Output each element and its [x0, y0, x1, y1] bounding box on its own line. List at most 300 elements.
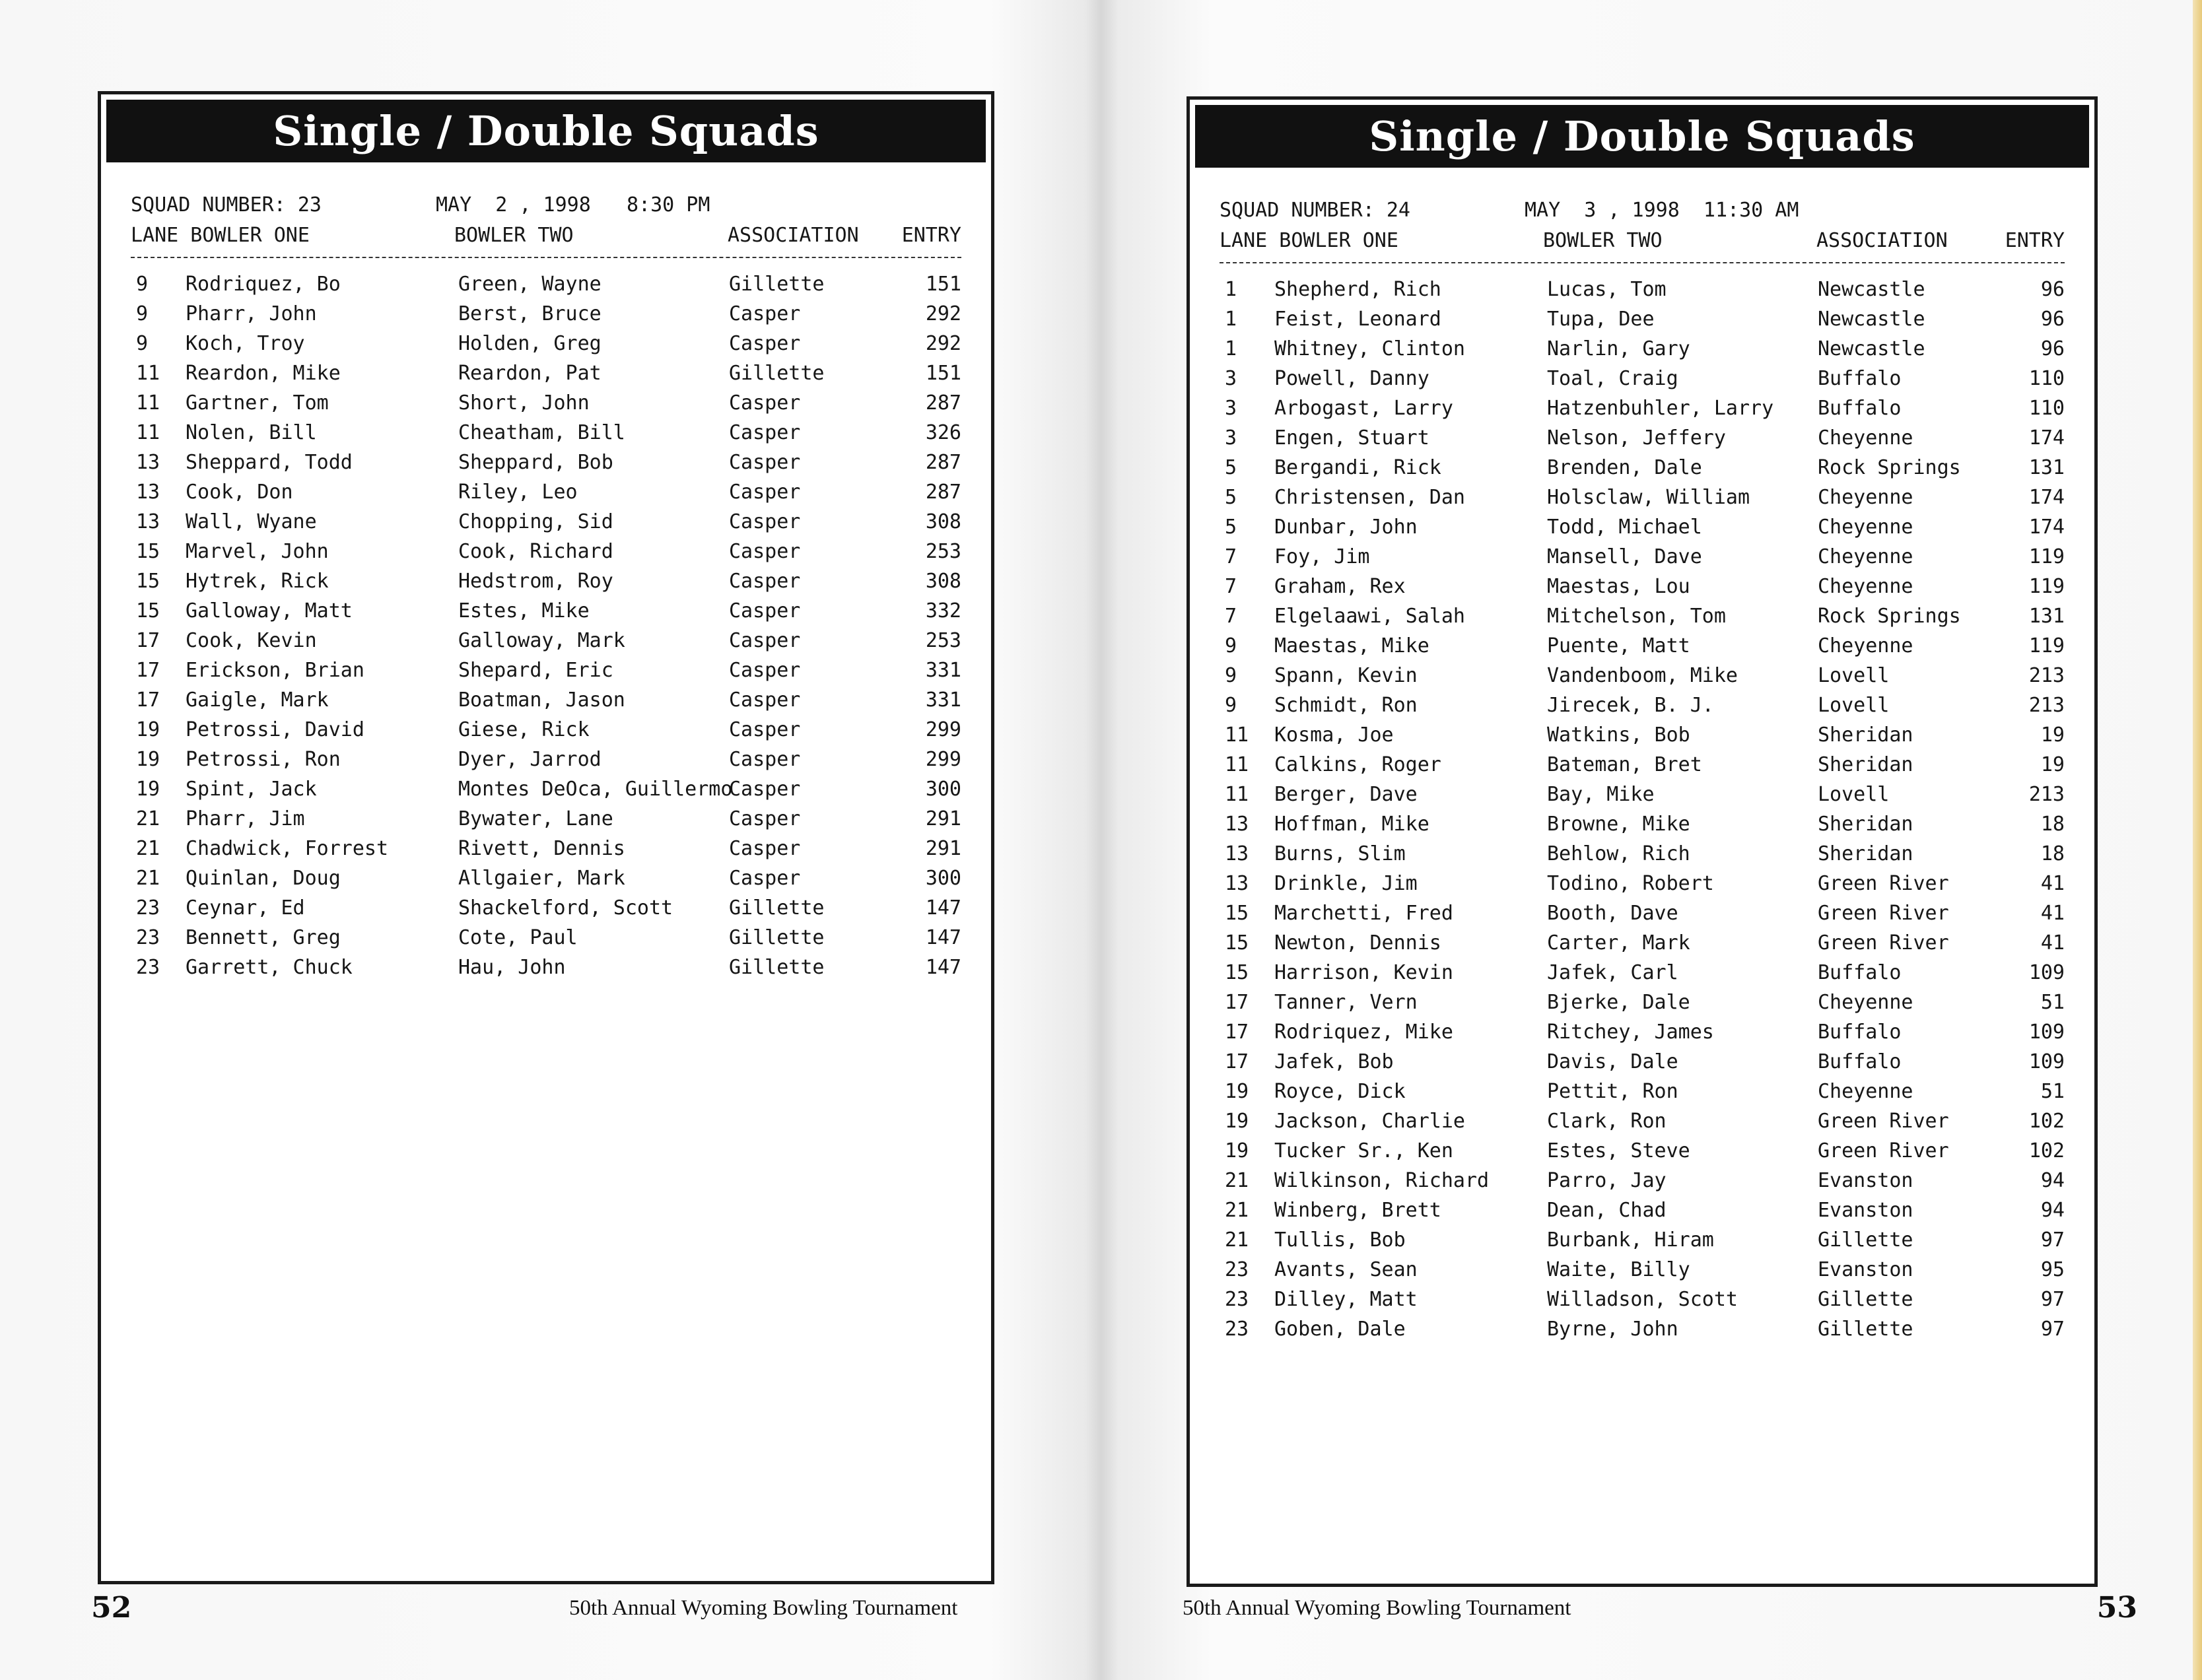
- bowler-two-cell: Montes DeOca, Guillermo: [458, 778, 733, 801]
- table-row: [1220, 1199, 2065, 1228]
- bowler-one-cell: Rodriquez, Bo: [186, 273, 341, 296]
- table-row: [1220, 664, 2065, 694]
- bowler-two-cell: Shackelford, Scott: [458, 896, 673, 920]
- lane-cell: 11: [136, 391, 160, 415]
- bowler-two-cell: Ritchey, James: [1547, 1021, 1714, 1044]
- page-number: 52: [91, 1591, 132, 1625]
- bowler-one-cell: Gaigle, Mark: [186, 689, 329, 712]
- table-row: [1220, 842, 2065, 872]
- bowler-one-cell: Quinlan, Doug: [186, 867, 341, 890]
- entry-cell: 253: [925, 540, 961, 563]
- bowler-two-cell: Davis, Dale: [1547, 1050, 1678, 1073]
- bowler-one-cell: Harrison, Kevin: [1274, 961, 1453, 984]
- lane-cell: 19: [136, 748, 160, 771]
- bowler-two-cell: Mitchelson, Tom: [1547, 605, 1726, 628]
- lane-cell: 13: [1225, 872, 1249, 895]
- table-row: [131, 718, 961, 748]
- entry-cell: 109: [2028, 961, 2065, 984]
- entry-cell: 96: [2040, 337, 2065, 360]
- table-row: [1220, 1288, 2065, 1318]
- table-row: [1220, 694, 2065, 723]
- association-cell: Casper: [729, 778, 801, 801]
- table-row: [131, 778, 961, 807]
- association-cell: Cheyenne: [1818, 486, 1913, 509]
- bowler-one-cell: Whitney, Clinton: [1274, 337, 1465, 360]
- bowler-one-cell: Gartner, Tom: [186, 391, 329, 415]
- bowler-one-cell: Garrett, Chuck: [186, 956, 353, 979]
- entry-cell: 97: [2040, 1288, 2065, 1311]
- entry-cell: 119: [2028, 634, 2065, 657]
- lane-cell: 21: [136, 807, 160, 830]
- table-row: [1220, 1258, 2065, 1288]
- entry-cell: 97: [2040, 1318, 2065, 1341]
- association-cell: Gillette: [1818, 1228, 1913, 1252]
- bowler-one-cell: Bennett, Greg: [186, 926, 341, 949]
- squad-frame: [98, 91, 994, 1584]
- table-row: [131, 807, 961, 837]
- bowler-one-cell: Elgelaawi, Salah: [1274, 605, 1465, 628]
- lane-cell: 15: [136, 599, 160, 622]
- table-row: [1220, 308, 2065, 337]
- lane-cell: 19: [136, 778, 160, 801]
- bowler-two-cell: Brenden, Dale: [1547, 456, 1702, 479]
- right-page: [1101, 0, 2201, 1680]
- table-row: [1220, 397, 2065, 426]
- header-association: ASSOCIATION: [1816, 229, 1948, 252]
- entry-cell: 213: [2028, 783, 2065, 806]
- lane-cell: 21: [136, 837, 160, 860]
- bowler-two-cell: Watkins, Bob: [1547, 723, 1690, 747]
- lane-cell: 13: [136, 510, 160, 533]
- entry-cell: 18: [2040, 842, 2065, 865]
- lane-cell: 9: [1225, 664, 1237, 687]
- lane-cell: 21: [1225, 1199, 1249, 1222]
- bowler-one-cell: Cook, Kevin: [186, 629, 317, 652]
- table-row: [131, 451, 961, 481]
- bowler-two-cell: Narlin, Gary: [1547, 337, 1690, 360]
- table-row: [1220, 1080, 2065, 1110]
- entry-cell: 174: [2028, 486, 2065, 509]
- table-row: [131, 481, 961, 510]
- bowler-two-cell: Green, Wayne: [458, 273, 602, 296]
- bowler-one-cell: Goben, Dale: [1274, 1318, 1406, 1341]
- table-row: [131, 391, 961, 421]
- entry-cell: 174: [2028, 516, 2065, 539]
- table-row: [1220, 516, 2065, 545]
- bowler-one-cell: Arbogast, Larry: [1274, 397, 1453, 420]
- entry-cell: 51: [2040, 1080, 2065, 1103]
- bowler-one-cell: Reardon, Mike: [186, 362, 341, 385]
- entry-cell: 151: [925, 362, 961, 385]
- entry-cell: 19: [2040, 753, 2065, 776]
- association-cell: Sheridan: [1818, 842, 1913, 865]
- table-row: [131, 659, 961, 689]
- bowler-two-cell: Carter, Mark: [1547, 931, 1690, 955]
- bowler-one-cell: Royce, Dick: [1274, 1080, 1406, 1103]
- lane-cell: 5: [1225, 456, 1237, 479]
- lane-cell: 13: [1225, 842, 1249, 865]
- association-cell: Newcastle: [1818, 278, 1925, 301]
- entry-cell: 18: [2040, 813, 2065, 836]
- bowler-one-cell: Koch, Troy: [186, 332, 305, 355]
- lane-cell: 3: [1225, 397, 1237, 420]
- association-cell: Casper: [729, 689, 801, 712]
- table-row: [131, 629, 961, 659]
- table-row: [131, 867, 961, 896]
- lane-cell: 5: [1225, 486, 1237, 509]
- bowler-one-cell: Nolen, Bill: [186, 421, 317, 444]
- association-cell: Lovell: [1818, 694, 1890, 717]
- entry-cell: 109: [2028, 1021, 2065, 1044]
- bowler-two-cell: Hatzenbuhler, Larry: [1547, 397, 1774, 420]
- bowler-two-cell: Hau, John: [458, 956, 566, 979]
- entry-cell: 95: [2040, 1258, 2065, 1281]
- table-row: [1220, 1169, 2065, 1199]
- lane-cell: 11: [1225, 753, 1249, 776]
- bowler-two-cell: Todino, Robert: [1547, 872, 1714, 895]
- entry-cell: 308: [925, 510, 961, 533]
- table-row: [1220, 1050, 2065, 1080]
- table-row: [131, 570, 961, 599]
- table-row: [1220, 872, 2065, 902]
- table-row: [1220, 1228, 2065, 1258]
- squad-number: SQUAD NUMBER: 23: [131, 193, 322, 217]
- association-cell: Casper: [729, 391, 801, 415]
- table-row: [131, 748, 961, 778]
- association-cell: Cheyenne: [1818, 634, 1913, 657]
- bowler-two-cell: Vandenboom, Mike: [1547, 664, 1738, 687]
- bowler-two-cell: Estes, Steve: [1547, 1139, 1690, 1162]
- association-cell: Casper: [729, 629, 801, 652]
- association-cell: Buffalo: [1818, 367, 1902, 390]
- entry-cell: 331: [925, 659, 961, 682]
- bowler-one-cell: Foy, Jim: [1274, 545, 1370, 568]
- entry-cell: 151: [925, 273, 961, 296]
- association-cell: Green River: [1818, 872, 1949, 895]
- bowler-two-cell: Bateman, Bret: [1547, 753, 1702, 776]
- association-cell: Buffalo: [1818, 1050, 1902, 1073]
- bowler-two-cell: Shepard, Eric: [458, 659, 613, 682]
- bowler-one-cell: Petrossi, David: [186, 718, 364, 741]
- squad-info-row: [1220, 199, 2065, 229]
- entry-cell: 332: [925, 599, 961, 622]
- entry-cell: 300: [925, 867, 961, 890]
- bowler-one-cell: Christensen, Dan: [1274, 486, 1465, 509]
- lane-cell: 17: [136, 659, 160, 682]
- dashed-divider: [1220, 262, 2065, 265]
- association-cell: Buffalo: [1818, 961, 1902, 984]
- association-cell: Casper: [729, 481, 801, 504]
- association-cell: Newcastle: [1818, 308, 1925, 331]
- table-row: [1220, 1318, 2065, 1347]
- lane-cell: 9: [1225, 694, 1237, 717]
- lane-cell: 17: [1225, 991, 1249, 1014]
- association-cell: Cheyenne: [1818, 426, 1913, 450]
- association-cell: Casper: [729, 599, 801, 622]
- lane-cell: 9: [136, 302, 149, 325]
- bowler-two-cell: Holsclaw, William: [1547, 486, 1750, 509]
- lane-cell: 13: [136, 481, 160, 504]
- association-cell: Lovell: [1818, 664, 1890, 687]
- entry-cell: 292: [925, 302, 961, 325]
- bowler-two-cell: Riley, Leo: [458, 481, 578, 504]
- lane-cell: 23: [1225, 1258, 1249, 1281]
- lane-cell: 7: [1225, 575, 1237, 598]
- association-cell: Cheyenne: [1818, 516, 1913, 539]
- bowler-one-cell: Shepherd, Rich: [1274, 278, 1441, 301]
- bowler-one-cell: Cook, Don: [186, 481, 293, 504]
- table-row: [1220, 426, 2065, 456]
- bowler-two-cell: Mansell, Dave: [1547, 545, 1702, 568]
- association-cell: Evanston: [1818, 1258, 1913, 1281]
- lane-cell: 21: [1225, 1228, 1249, 1252]
- lane-cell: 23: [136, 926, 160, 949]
- bowler-one-cell: Winberg, Brett: [1274, 1199, 1441, 1222]
- squad-number: SQUAD NUMBER: 24: [1220, 199, 1410, 222]
- table-row: [131, 540, 961, 570]
- entry-cell: 326: [925, 421, 961, 444]
- association-cell: Gillette: [729, 896, 825, 920]
- lane-cell: 1: [1225, 308, 1237, 331]
- table-row: [1220, 1139, 2065, 1169]
- association-cell: Cheyenne: [1818, 545, 1913, 568]
- association-cell: Rock Springs: [1818, 456, 1961, 479]
- bowler-one-cell: Powell, Danny: [1274, 367, 1429, 390]
- table-row: [1220, 931, 2065, 961]
- association-cell: Evanston: [1818, 1169, 1913, 1192]
- lane-cell: 17: [1225, 1021, 1249, 1044]
- entry-cell: 253: [925, 629, 961, 652]
- entry-cell: 94: [2040, 1169, 2065, 1192]
- lane-cell: 23: [1225, 1288, 1249, 1311]
- association-cell: Casper: [729, 451, 801, 474]
- association-cell: Buffalo: [1818, 397, 1902, 420]
- entry-cell: 97: [2040, 1228, 2065, 1252]
- lane-cell: 11: [1225, 783, 1249, 806]
- bowler-one-cell: Petrossi, Ron: [186, 748, 341, 771]
- bowler-one-cell: Pharr, Jim: [186, 807, 305, 830]
- bowler-one-cell: Hytrek, Rick: [186, 570, 329, 593]
- association-cell: Lovell: [1818, 783, 1890, 806]
- lane-cell: 15: [1225, 961, 1249, 984]
- bowler-two-cell: Jafek, Carl: [1547, 961, 1678, 984]
- lane-cell: 19: [1225, 1139, 1249, 1162]
- bowler-two-cell: Maestas, Lou: [1547, 575, 1690, 598]
- entry-cell: 147: [925, 896, 961, 920]
- table-row: [1220, 634, 2065, 664]
- association-cell: Gillette: [729, 273, 825, 296]
- association-cell: Sheridan: [1818, 753, 1913, 776]
- bowler-one-cell: Pharr, John: [186, 302, 317, 325]
- bowler-one-cell: Dunbar, John: [1274, 516, 1418, 539]
- table-row: [1220, 1110, 2065, 1139]
- association-cell: Sheridan: [1818, 723, 1913, 747]
- association-cell: Casper: [729, 510, 801, 533]
- bowler-two-cell: Pettit, Ron: [1547, 1080, 1678, 1103]
- table-row: [1220, 813, 2065, 842]
- entry-cell: 19: [2040, 723, 2065, 747]
- entry-cell: 331: [925, 689, 961, 712]
- bowler-one-cell: Galloway, Matt: [186, 599, 353, 622]
- bowler-two-cell: Cook, Richard: [458, 540, 613, 563]
- lane-cell: 15: [136, 540, 160, 563]
- bowler-one-cell: Sheppard, Todd: [186, 451, 353, 474]
- entry-cell: 51: [2040, 991, 2065, 1014]
- header-association: ASSOCIATION: [728, 224, 859, 247]
- squad-listing: [1220, 199, 2065, 1347]
- bowler-two-cell: Behlow, Rich: [1547, 842, 1690, 865]
- entry-cell: 102: [2028, 1110, 2065, 1133]
- entry-cell: 287: [925, 481, 961, 504]
- association-cell: Casper: [729, 867, 801, 890]
- bowler-two-cell: Estes, Mike: [458, 599, 590, 622]
- entry-cell: 287: [925, 391, 961, 415]
- bowler-two-cell: Allgaier, Mark: [458, 867, 625, 890]
- entry-cell: 299: [925, 718, 961, 741]
- header-lane-bowler-one: LANE BOWLER ONE: [131, 224, 310, 247]
- association-cell: Casper: [729, 837, 801, 860]
- table-row: [1220, 605, 2065, 634]
- table-row: [131, 510, 961, 540]
- lane-cell: 15: [1225, 902, 1249, 925]
- association-cell: Cheyenne: [1818, 991, 1913, 1014]
- association-cell: Rock Springs: [1818, 605, 1961, 628]
- bowler-two-cell: Dean, Chad: [1547, 1199, 1667, 1222]
- entry-cell: 41: [2040, 931, 2065, 955]
- bowler-one-cell: Dilley, Matt: [1274, 1288, 1418, 1311]
- bowler-one-cell: Tucker Sr., Ken: [1274, 1139, 1453, 1162]
- table-row: [1220, 1021, 2065, 1050]
- lane-cell: 1: [1225, 337, 1237, 360]
- entry-cell: 300: [925, 778, 961, 801]
- column-header-row: [1220, 229, 2065, 259]
- lane-cell: 15: [1225, 931, 1249, 955]
- bowler-one-cell: Drinkle, Jim: [1274, 872, 1418, 895]
- lane-cell: 21: [136, 867, 160, 890]
- association-cell: Casper: [729, 332, 801, 355]
- bowler-one-cell: Bergandi, Rick: [1274, 456, 1441, 479]
- entry-cell: 119: [2028, 575, 2065, 598]
- column-header-row: [131, 224, 961, 254]
- lane-cell: 19: [136, 718, 160, 741]
- association-cell: Casper: [729, 302, 801, 325]
- bowler-one-cell: Spann, Kevin: [1274, 664, 1418, 687]
- table-row: [131, 362, 961, 391]
- table-row: [1220, 367, 2065, 397]
- bowler-one-cell: Kosma, Joe: [1274, 723, 1394, 747]
- lane-cell: 17: [136, 689, 160, 712]
- table-row: [131, 689, 961, 718]
- squad-rows: [1220, 278, 2065, 1347]
- bowler-one-cell: Feist, Leonard: [1274, 308, 1441, 331]
- entry-cell: 147: [925, 956, 961, 979]
- squad-info-row: [131, 193, 961, 224]
- table-row: [131, 837, 961, 867]
- bowler-two-cell: Rivett, Dennis: [458, 837, 625, 860]
- association-cell: Casper: [729, 540, 801, 563]
- table-row: [131, 421, 961, 451]
- entry-cell: 109: [2028, 1050, 2065, 1073]
- lane-cell: 23: [1225, 1318, 1249, 1341]
- lane-cell: 9: [136, 273, 149, 296]
- bowler-two-cell: Booth, Dave: [1547, 902, 1678, 925]
- association-cell: Gillette: [729, 956, 825, 979]
- bowler-two-cell: Byrne, John: [1547, 1318, 1678, 1341]
- lane-cell: 21: [1225, 1169, 1249, 1192]
- entry-cell: 299: [925, 748, 961, 771]
- bowler-one-cell: Calkins, Roger: [1274, 753, 1441, 776]
- dashed-divider: [131, 257, 961, 259]
- bowler-two-cell: Toal, Craig: [1547, 367, 1678, 390]
- association-cell: Gillette: [729, 926, 825, 949]
- lane-cell: 11: [136, 362, 160, 385]
- table-row: [1220, 902, 2065, 931]
- lane-cell: 13: [1225, 813, 1249, 836]
- bowler-two-cell: Willadson, Scott: [1547, 1288, 1738, 1311]
- table-row: [1220, 486, 2065, 516]
- lane-cell: 9: [136, 332, 149, 355]
- bowler-two-cell: Browne, Mike: [1547, 813, 1690, 836]
- bowler-one-cell: Graham, Rex: [1274, 575, 1406, 598]
- lane-cell: 19: [1225, 1080, 1249, 1103]
- table-row: [1220, 575, 2065, 605]
- association-cell: Sheridan: [1818, 813, 1913, 836]
- association-cell: Buffalo: [1818, 1021, 1902, 1044]
- lane-cell: 11: [136, 421, 160, 444]
- entry-cell: 96: [2040, 308, 2065, 331]
- bowler-two-cell: Jirecek, B. J.: [1547, 694, 1714, 717]
- bowler-two-cell: Sheppard, Bob: [458, 451, 613, 474]
- association-cell: Cheyenne: [1818, 1080, 1913, 1103]
- lane-cell: 1: [1225, 278, 1237, 301]
- association-cell: Green River: [1818, 1110, 1949, 1133]
- bowler-two-cell: Tupa, Dee: [1547, 308, 1655, 331]
- bowler-one-cell: Rodriquez, Mike: [1274, 1021, 1453, 1044]
- header-entry: ENTRY: [2005, 229, 2065, 252]
- entry-cell: 287: [925, 451, 961, 474]
- bowler-one-cell: Berger, Dave: [1274, 783, 1418, 806]
- table-row: [131, 956, 961, 986]
- bowler-one-cell: Wilkinson, Richard: [1274, 1169, 1490, 1192]
- entry-cell: 96: [2040, 278, 2065, 301]
- bowler-two-cell: Waite, Billy: [1547, 1258, 1690, 1281]
- association-cell: Cheyenne: [1818, 575, 1913, 598]
- entry-cell: 292: [925, 332, 961, 355]
- lane-cell: 23: [136, 956, 160, 979]
- header-entry: ENTRY: [901, 224, 961, 247]
- bowler-two-cell: Parro, Jay: [1547, 1169, 1667, 1192]
- association-cell: Gillette: [729, 362, 825, 385]
- table-row: [1220, 723, 2065, 753]
- squad-frame: [1187, 96, 2098, 1587]
- bowler-one-cell: Tanner, Vern: [1274, 991, 1418, 1014]
- association-cell: Casper: [729, 659, 801, 682]
- entry-cell: 213: [2028, 664, 2065, 687]
- association-cell: Casper: [729, 807, 801, 830]
- association-cell: Gillette: [1818, 1318, 1913, 1341]
- entry-cell: 119: [2028, 545, 2065, 568]
- page-number: 53: [2096, 1591, 2137, 1625]
- entry-cell: 110: [2028, 367, 2065, 390]
- bowler-one-cell: Chadwick, Forrest: [186, 837, 389, 860]
- bowler-one-cell: Erickson, Brian: [186, 659, 364, 682]
- bowler-two-cell: Cheatham, Bill: [458, 421, 625, 444]
- bowler-two-cell: Bay, Mike: [1547, 783, 1655, 806]
- lane-cell: 3: [1225, 426, 1237, 450]
- table-row: [131, 926, 961, 956]
- table-row: [131, 896, 961, 926]
- association-cell: Gillette: [1818, 1288, 1913, 1311]
